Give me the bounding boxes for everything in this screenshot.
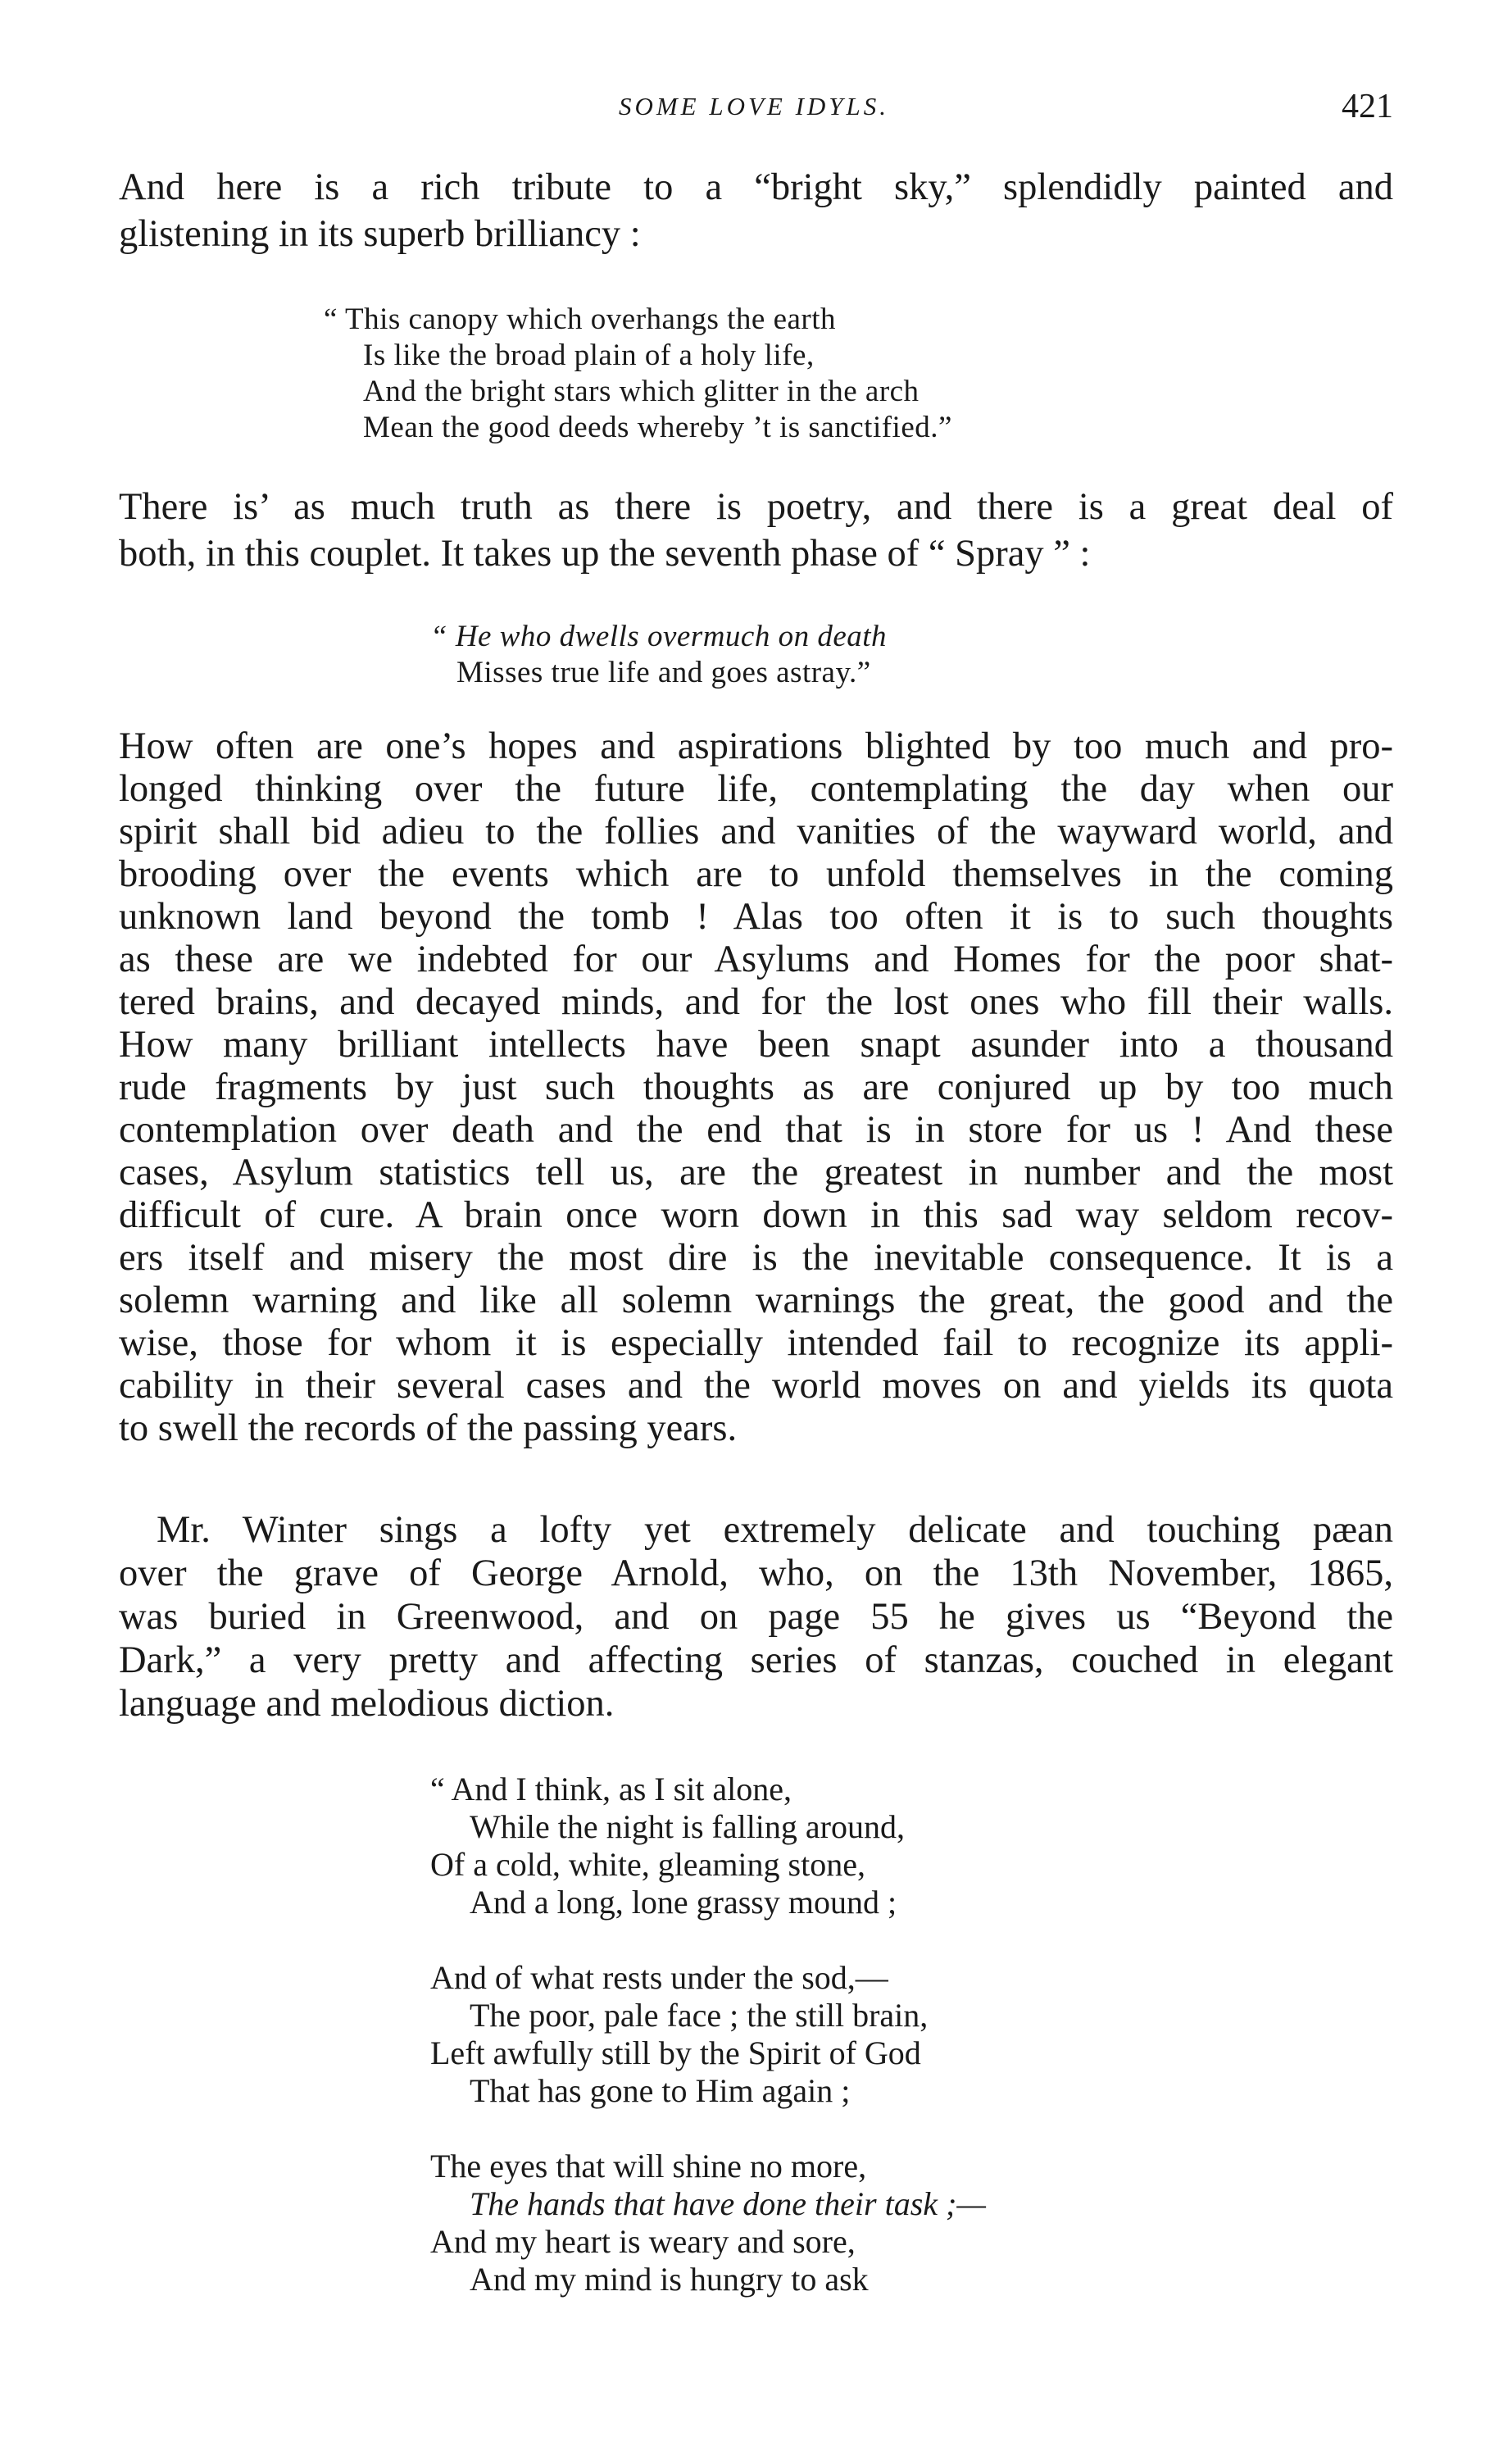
text-line: as these are we indebted for our Asylums and Homes for the poor shat- (119, 939, 1393, 980)
poem-line: The poor, pale face ; the still brain, (470, 1997, 929, 2034)
poem-stanza (430, 2148, 986, 2298)
text-line: difficult of cure. A brain once worn down in this sad way seldom recov- (119, 1194, 1393, 1236)
text-line: language and melodious diction. (119, 1683, 615, 1725)
quote-line: “ This canopy which overhangs the earth (324, 302, 837, 336)
poem-stanza (430, 1771, 986, 1921)
poem-line: And my heart is weary and sore, (430, 2223, 856, 2260)
quote-spray (430, 619, 887, 691)
quote-line: Is like the broad plain of a holy life, (363, 339, 815, 372)
text-line: How often are one’s hopes and aspirations blighted by too much and pro- (119, 725, 1393, 767)
poem-beyond-the-dark (430, 1771, 986, 2336)
text-line: to swell the records of the passing years. (119, 1407, 738, 1449)
page-number: 421 (1342, 88, 1393, 125)
quote-canopy (324, 302, 952, 446)
text-line: And here is a rich tribute to a “bright sky,” splendidly painted and (119, 166, 1393, 208)
text-line: longed thinking over the future life, contemplating the day when our (119, 768, 1393, 810)
poem-line: While the night is falling around, (470, 1808, 905, 1845)
text-line: cability in their several cases and the world moves on and yields its quota (119, 1365, 1393, 1407)
poem-line: Of a cold, white, gleaming stone, (430, 1846, 865, 1883)
text-line: rude fragments by just such thoughts as are conjured up by too much (119, 1066, 1393, 1108)
text-line: unknown land beyond the tomb ! Alas too often it is to such thoughts (119, 896, 1393, 938)
quote-line: “ He who dwells overmuch on death (430, 620, 888, 653)
poem-stanza (430, 1959, 986, 2110)
text-line: ers itself and misery the most dire is the inevitable consequence. It is a (119, 1237, 1393, 1279)
text-line: brooding over the events which are to unfold themselves in the coming (119, 853, 1393, 895)
text-line: tered brains, and decayed minds, and for the lost ones who fill their walls. (119, 981, 1393, 1023)
paragraph-asylums (119, 725, 1393, 1450)
text-line: both, in this couplet. It takes up the seventh phase of “ Spray ” : (119, 533, 1091, 575)
text-line: wise, those for whom it is especially intended fail to recognize its appli- (119, 1322, 1393, 1364)
text-line: How many brilliant intellects have been snapt asunder into a thousand (119, 1024, 1393, 1066)
running-title: SOME LOVE IDYLS. (618, 92, 890, 120)
poem-line: And of what rests under the sod,— (430, 1959, 888, 1996)
paragraph-couplet (119, 484, 1393, 577)
page-header (115, 88, 1393, 141)
paragraph-bright-sky (119, 164, 1393, 257)
poem-line: And a long, lone grassy mound ; (470, 1884, 897, 1921)
paragraph-winter (119, 1508, 1393, 1725)
poem-line: Left awfully still by the Spirit of God (430, 2034, 921, 2071)
poem-line: The eyes that will shine no more, (430, 2148, 867, 2184)
text-line: Mr. Winter sings a lofty yet extremely delicate and touching pæan (157, 1509, 1393, 1551)
text-line: There is’ as much truth as there is poetry, and there is a great deal of (119, 486, 1393, 528)
poem-line: The hands that have done their task ;— (470, 2185, 986, 2222)
text-line: was buried in Greenwood, and on page 55 he gives us “Beyond the (119, 1596, 1393, 1638)
text-line: solemn warning and like all solemn warnings the great, the good and the (119, 1280, 1393, 1321)
text-line: contemplation over death and the end that is in store for us ! And these (119, 1109, 1393, 1151)
quote-line: Mean the good deeds whereby ’t is sanctified.” (363, 411, 952, 444)
quote-line: And the bright stars which glitter in the arch (363, 375, 920, 408)
poem-line: And my mind is hungry to ask (470, 2261, 869, 2298)
text-line: Dark,” a very pretty and affecting series of stanzas, couched in elegant (119, 1639, 1393, 1681)
text-line: glistening in its superb brilliancy : (119, 213, 641, 255)
quote-line: Misses true life and goes astray.” (456, 656, 871, 689)
text-line: over the grave of George Arnold, who, on the 13th November, 1865, (119, 1553, 1393, 1594)
text-line: spirit shall bid adieu to the follies and vanities of the wayward world, and (119, 811, 1393, 852)
poem-line: “ And I think, as I sit alone, (430, 1771, 792, 1807)
poem-line: That has gone to Him again ; (470, 2072, 851, 2109)
text-line: cases, Asylum statistics tell us, are the greatest in number and the most (119, 1152, 1393, 1193)
